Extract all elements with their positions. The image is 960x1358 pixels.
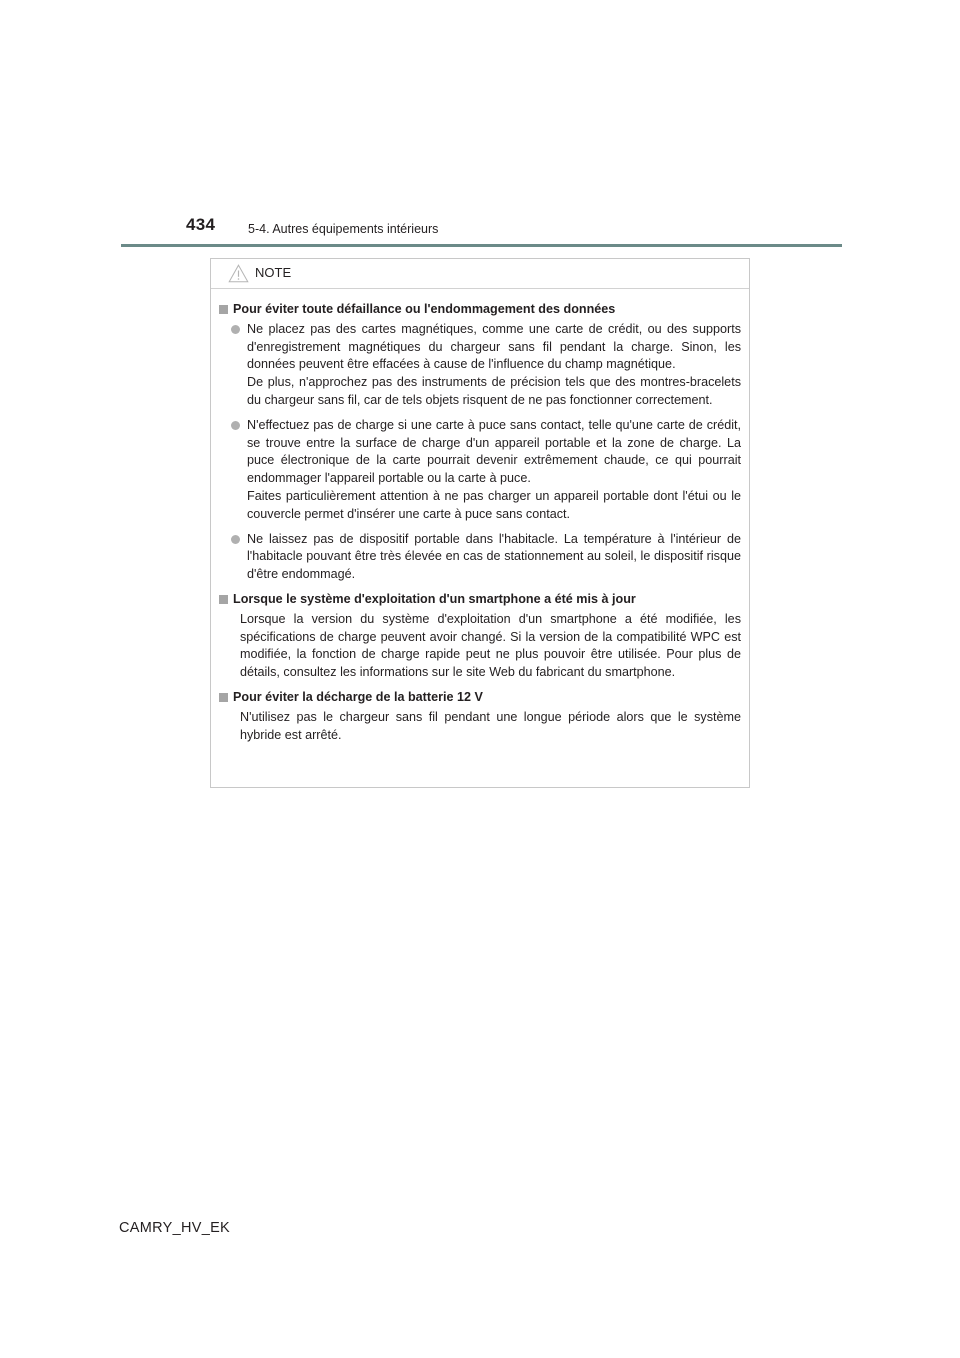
list-item [219, 417, 741, 524]
square-bullet-icon [219, 693, 228, 702]
paragraph: Lorsque la version du système d'exploitation d'un smartphone a été modifiée, les spécifications de charge peuvent avoir changé. Si la version de la compatibilité WPC est modifiée, la fonction de charge rapide peut ne plus pouvoir être utilisée. Pour plus de détails, consultez les informations sur le site Web du fabricant du smartphone. [240, 611, 741, 680]
note-label: NOTE [255, 265, 292, 280]
paragraph: Faites particulièrement attention à ne pas charger un appareil portable dont l'étui ou le couvercle permet d'insérer une carte à puce sans contact. [247, 488, 741, 521]
paragraph: Ne placez pas des cartes magnétiques, comme une carte de crédit, ou des supports d'enregistrement magnétiques du chargeur sans fil pendant la charge. Sinon, les données peuvent être effacées à cause de l'influence du champ magnétique. [247, 321, 741, 372]
note-body [211, 289, 749, 744]
paragraph: N'effectuez pas de charge si une carte à puce sans contact, telle qu'une carte de crédit, se trouve entre la surface de charge d'un appareil portable et la zone de charge. La puce électronique de la carte pourrait devenir extrêmement chaude, ce qui pourrait endommager l'appareil portable ou la carte à puce. [247, 417, 741, 486]
square-bullet-icon [219, 305, 228, 314]
section-heading-text: Pour éviter la décharge de la batterie 12 V [233, 689, 483, 704]
circle-bullet-icon [231, 325, 240, 334]
note-header [211, 259, 749, 289]
circle-bullet-icon [231, 535, 240, 544]
section-heading-text: Pour éviter toute défaillance ou l'endommagement des données [233, 302, 616, 316]
section-heading [219, 301, 741, 319]
warning-triangle-icon [228, 264, 249, 283]
circle-bullet-icon [231, 421, 240, 430]
section-heading-text: Lorsque le système d'exploitation d'un smartphone a été mis à jour [233, 591, 636, 606]
header-rule [121, 244, 842, 247]
section-title: 5-4. Autres équipements intérieurs [248, 222, 439, 236]
section-heading [219, 689, 741, 707]
page-number: 434 [186, 215, 216, 234]
square-bullet-icon [219, 595, 228, 604]
model-code: CAMRY_HV_EK [119, 1220, 231, 1236]
list-item [219, 321, 741, 410]
note-box [210, 258, 750, 788]
section-heading [219, 591, 741, 609]
list-item [219, 531, 741, 584]
paragraph: N'utilisez pas le chargeur sans fil pendant une longue période alors que le système hybride est arrêté. [240, 709, 741, 742]
paragraph: Ne laissez pas de dispositif portable dans l'habitacle. La température à l'intérieur de l'habitacle pouvant être très élevée en cas de stationnement au soleil, le dispositif risque d'être endommagé. [247, 531, 741, 582]
paragraph: De plus, n'approchez pas des instruments de précision tels que des montres-bracelets du chargeur sans fil, car de tels objets risquent de ne pas fonctionner correctement. [247, 375, 741, 407]
